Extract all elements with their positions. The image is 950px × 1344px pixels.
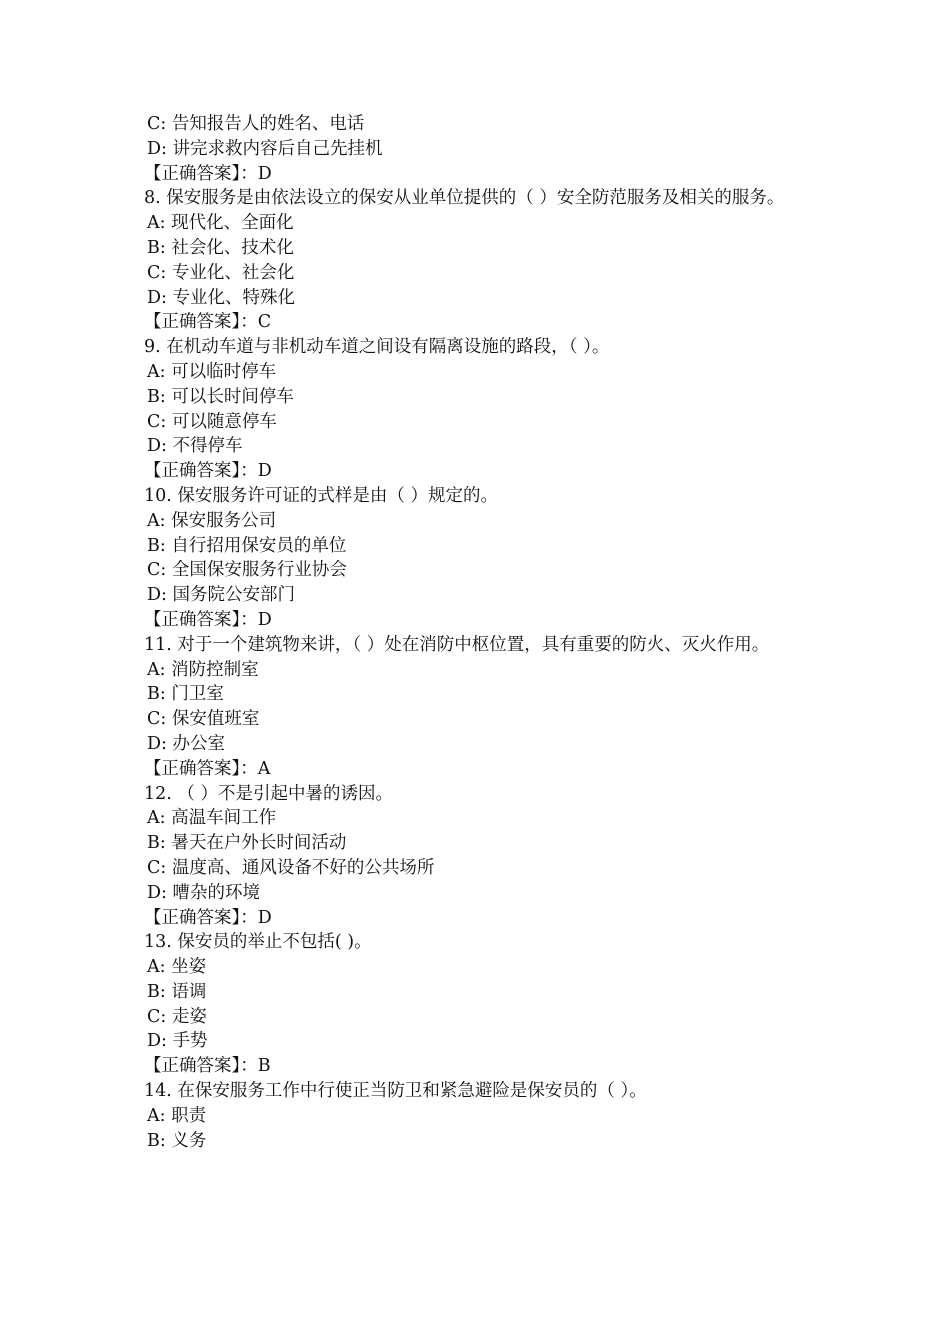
correct-answer: 【正确答案】：B <box>144 1056 271 1077</box>
answer-option: C: 走姿 <box>147 1006 207 1027</box>
answer-option: B: 可以长时间停车 <box>147 386 294 407</box>
answer-option: D: 不得停车 <box>147 436 243 457</box>
answer-option: A: 坐姿 <box>147 957 207 978</box>
question-text: 8. 保安服务是由依法设立的保安从业单位提供的（ ）安全防范服务及相关的服务。 <box>144 188 785 209</box>
correct-answer: 【正确答案】：D <box>144 609 272 630</box>
answer-option: A: 职责 <box>147 1105 207 1126</box>
question-text: 14. 在保安服务工作中行使正当防卫和紧急避险是保安员的（ ）。 <box>144 1081 647 1102</box>
question-text: 11. 对于一个建筑物来讲，（ ）处在消防中枢位置，具有重要的防火、灭火作用。 <box>144 634 770 655</box>
answer-option: A: 现代化、全面化 <box>147 213 294 234</box>
answer-option: D: 专业化、特殊化 <box>147 287 295 308</box>
answer-option: C: 告知报告人的姓名、电话 <box>147 114 365 134</box>
answer-option: B: 社会化、技术化 <box>147 237 294 258</box>
answer-option: C: 温度高、通风设备不好的公共场所 <box>147 857 435 878</box>
correct-answer: 【正确答案】：D <box>144 461 272 482</box>
answer-option: A: 可以临时停车 <box>147 361 277 382</box>
correct-answer: 【正确答案】：C <box>144 312 272 333</box>
answer-option: D: 手势 <box>147 1031 208 1052</box>
question-text: 13. 保安员的举止不包括( )。 <box>144 932 372 953</box>
answer-option: B: 义务 <box>147 1130 207 1151</box>
question-text: 12. （ ）不是引起中暑的诱因。 <box>144 783 393 804</box>
answer-option: C: 可以随意停车 <box>147 411 277 432</box>
answer-option: C: 保安值班室 <box>147 709 260 730</box>
answer-option: A: 消防控制室 <box>147 659 259 680</box>
answer-option: D: 国务院公安部门 <box>147 585 295 606</box>
answer-option: A: 高温车间工作 <box>147 808 277 829</box>
question-text: 10. 保安服务许可证的式样是由（ ）规定的。 <box>144 485 498 506</box>
correct-answer: 【正确答案】：D <box>144 163 272 184</box>
answer-option: D: 讲完求救内容后自己先挂机 <box>147 138 383 159</box>
answer-option: B: 自行招用保安员的单位 <box>147 535 347 556</box>
answer-option: B: 语调 <box>147 981 207 1002</box>
answer-option: C: 专业化、社会化 <box>147 262 295 283</box>
answer-option: D: 办公室 <box>147 733 225 754</box>
correct-answer: 【正确答案】：D <box>144 907 272 928</box>
answer-option: D: 嘈杂的环境 <box>147 882 260 903</box>
answer-option: C: 全国保安服务行业协会 <box>147 560 347 581</box>
answer-option: B: 暑天在户外长时间活动 <box>147 833 347 854</box>
correct-answer: 【正确答案】：A <box>144 758 271 779</box>
question-text: 9. 在机动车道与非机动车道之间设有隔离设施的路段，（ ）。 <box>144 337 610 358</box>
answer-option: B: 门卫室 <box>147 684 224 705</box>
answer-option: A: 保安服务公司 <box>147 510 277 531</box>
question-list <box>144 112 814 1153</box>
